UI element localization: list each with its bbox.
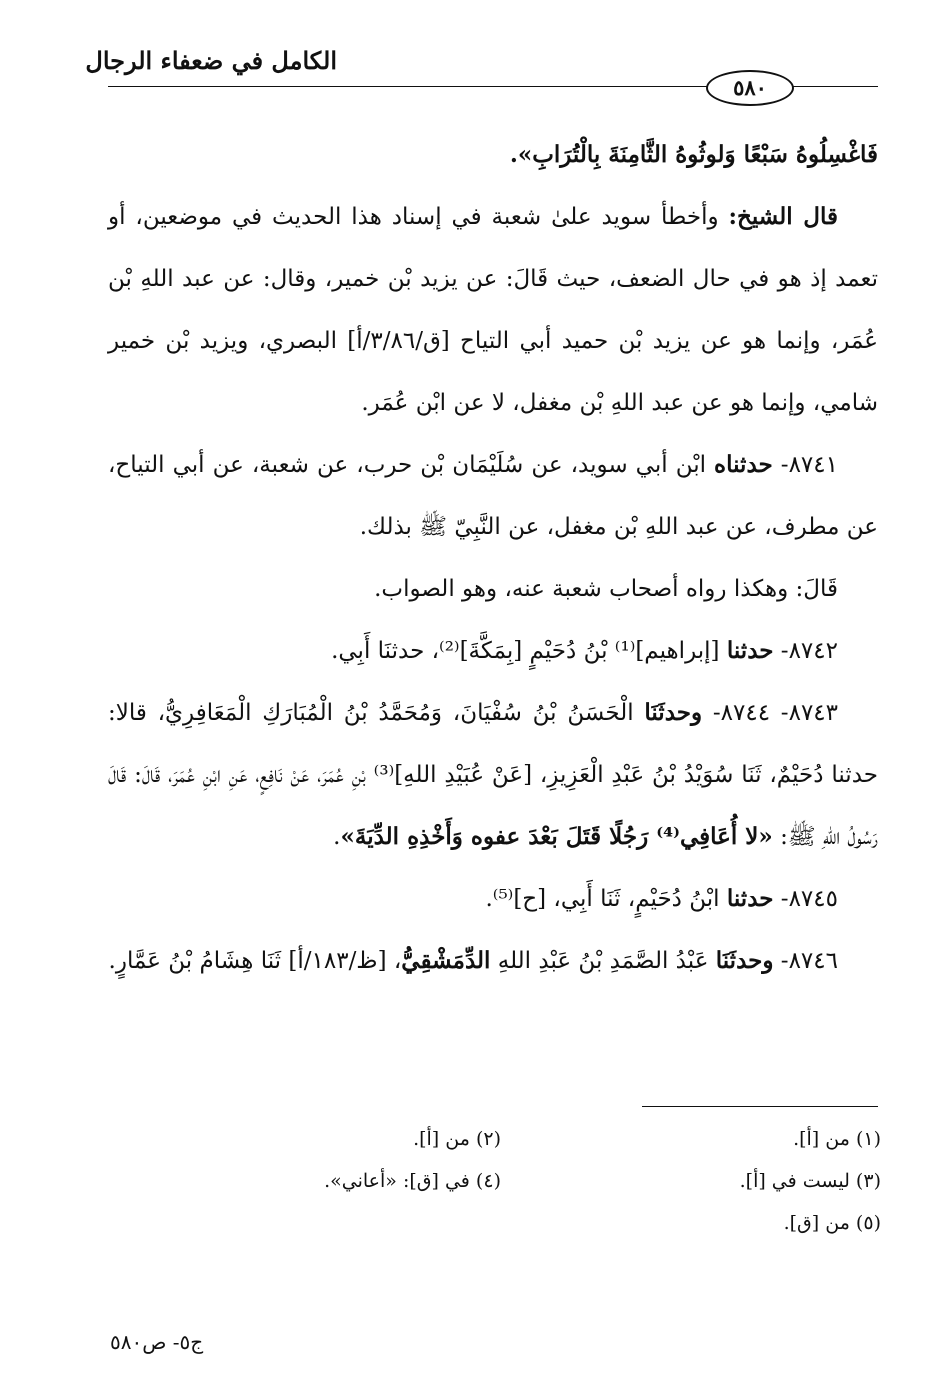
- narration-chain: [إبراهيم]⁽¹⁾ بْنُ دُحَيْمٍ [بِمَكَّةَ]⁽²⁾، حدثنَا أَبِي.: [331, 638, 727, 664]
- narration-chain: ابْن أبي سويد، عن سُلَيْمَان بْن حرب، عن شعبة، عن أبي التياح، عن مطرف، عن عبد اللهِ بْن مغفل، عن النَّبِيّ ﷺ بذلك.: [108, 452, 878, 540]
- paragraph-8743-8744: [108, 682, 878, 868]
- narrator-nisba: الدِّمَشْقِيُّ: [401, 947, 491, 974]
- narration-chain: عَبْدُ الصَّمَدِ بْنُ عَبْدِ اللهِ: [490, 948, 716, 974]
- paragraph-qala: [108, 558, 878, 620]
- footnote-1: (١) من [أ].: [793, 1128, 881, 1150]
- hadith-number: ٨٧٤٣- ٨٧٤٤-: [712, 700, 839, 726]
- paragraph-hadith-end: [108, 124, 878, 186]
- narration-label: حدثنا: [726, 885, 774, 912]
- narration-chain: الْحَسَنُ بْنُ سُفْيَانَ، وَمُحَمَّدُ بْنُ الْمُبَارَكِ الْمَعَافِرِيُّ، قالا: حدثنا دُحَيْمٌ، ثَنَا سُوَيْدُ بْنُ عَبْدِ الْعَزِيزِ، [عَنْ عُبَيْدِ اللهِ]⁽³⁾ بْنِ عُمَرَ، عَنْ نَافِعٍ، عَنِ ابْنِ عُمَرَ، قَالَ: قَالَ رَسُولُ اللهِ ﷺ:: [108, 700, 878, 850]
- footnote-rule: [642, 1106, 878, 1107]
- narration-label: حدثنا: [726, 637, 774, 664]
- paragraph-8746: [108, 930, 878, 992]
- hadith-number: ٨٧٤٢-: [780, 638, 838, 664]
- main-text: [108, 124, 878, 992]
- footnote-2: (٢) من [أ].: [413, 1128, 501, 1150]
- narration-chain: ابْنُ دُحَيْمٍ، ثَنَا أَبِي، [ح]⁽⁵⁾.: [485, 886, 727, 912]
- hadith-number: ٨٧٤٥-: [780, 886, 838, 912]
- sentence-end: .: [333, 824, 341, 850]
- hadith-number: ٨٧٤١-: [780, 452, 838, 478]
- narration-label: وحدثَنَا: [644, 699, 703, 726]
- sheikh-label: قال الشيخ:: [728, 203, 838, 230]
- narration-label: وحدثَنَا: [715, 947, 774, 974]
- footnote-5: (٥) من [ق].: [783, 1212, 881, 1234]
- hadith-text: فَاغْسِلُوهُ سَبْعًا وَلوثُوهُ الثَّامِنَةَ بِالْتُرَابِ».: [509, 141, 878, 168]
- qala-text: قَالَ: وهكذا رواه أصحاب شعبة عنه، وهو الصواب.: [374, 576, 838, 602]
- paragraph-8742: [108, 620, 878, 682]
- paragraph-sheikh-comment: [108, 186, 878, 434]
- volume-page-reference: ج٥- ص٥٨٠: [110, 1330, 204, 1354]
- footnote-4: (٤) في [ق]: «أعاني».: [324, 1170, 501, 1192]
- sheikh-comment-text: وأخطأ سويد علىٰ شعبة في إسناد هذا الحديث في موضعين، أو تعمد إذ هو في حال الضعف، حيث قَالَ: عن يزيد بْن خمير، وقال: عن عبد اللهِ بْن عُمَر، وإنما هو عن يزيد بْن حميد أبي التياح [ق/٣/٨٦/أ] البصري، ويزيد بْن خمير شامي، وإنما هو عن عبد اللهِ بْن مغفل، لا عن ابْن عُمَر.: [108, 204, 879, 416]
- narration-chain-end: ، [ظ/١٨٣/أ] ثَنَا هِشَامُ بْنُ عَمَّارٍ.: [108, 948, 402, 974]
- paragraph-8741: [108, 434, 878, 558]
- hadith-quote: «لا أُعَافِي⁽⁴⁾ رَجُلًا قَتَلَ بَعْدَ عفوه وَأَخْذِهِ الدِّيَةَ»: [340, 823, 773, 850]
- running-title: الكامل في ضعفاء الرجال: [85, 46, 337, 75]
- narration-label: حدثناه: [714, 451, 773, 478]
- footnote-3: (٣) ليست في [أ].: [739, 1170, 881, 1192]
- page-number-badge: ٥٨٠: [706, 70, 794, 106]
- hadith-number: ٨٧٤٦-: [780, 948, 838, 974]
- paragraph-8745: [108, 868, 878, 930]
